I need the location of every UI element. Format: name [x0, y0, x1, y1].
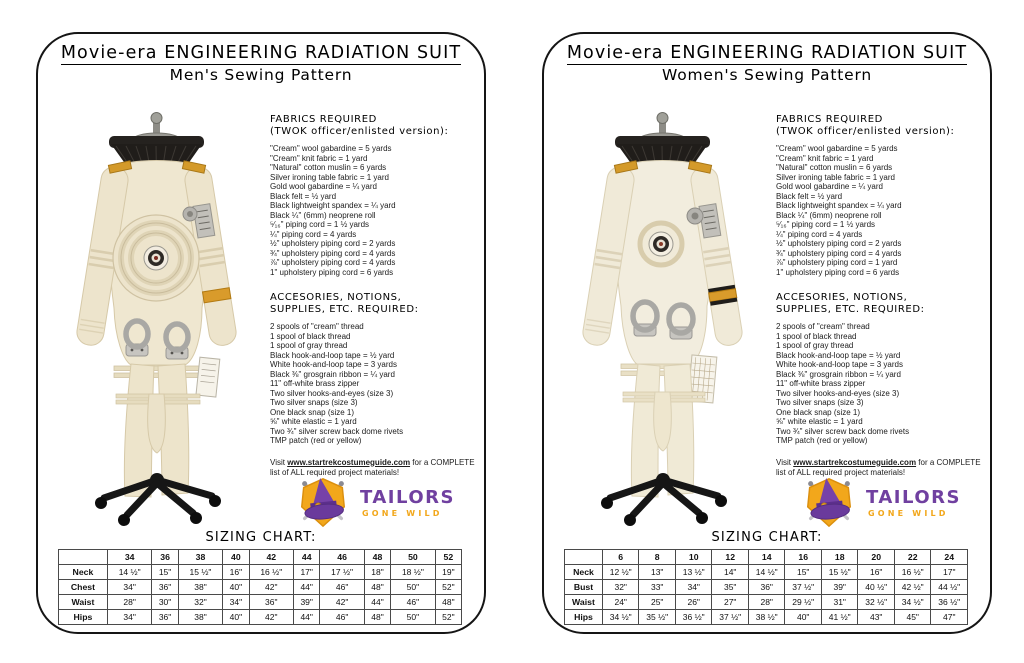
measurement-cell: 40" [785, 610, 822, 625]
fabric-item: "Natural" cotton muslin = 6 yards [270, 163, 387, 172]
fabrics-list [270, 144, 480, 277]
measurement-cell: 19" [435, 565, 461, 580]
measurement-cell: 36 ½" [675, 610, 712, 625]
measurement-cell: 34" [107, 610, 152, 625]
size-column-header: 52 [435, 550, 461, 565]
size-column-header: 10 [675, 550, 712, 565]
fabric-item: ⅞" upholstery piping cord = 4 yards [270, 258, 396, 267]
measurement-cell: 17" [294, 565, 320, 580]
mannequin-photo-womens [558, 106, 788, 530]
accessory-item: 1 spool of gray thread [776, 341, 854, 350]
accessory-item: 1 spool of black thread [776, 331, 857, 341]
measurement-cell: 17" [931, 565, 968, 580]
tailors-gone-wild-logo [294, 474, 484, 532]
measurement-cell: 42 ½" [894, 580, 931, 595]
fabric-item: Black lightweight spandex = ¼ yard [776, 201, 902, 210]
measurement-cell: 18" [364, 565, 390, 580]
fabric-item: ½" upholstery piping cord = 2 yards [776, 239, 902, 248]
measurement-cell: 12 ½" [602, 565, 639, 580]
sizing-chart-heading: SIZING CHART: [205, 530, 317, 545]
fabric-item: Gold wool gabardine = ¼ yard [270, 182, 377, 191]
page-title: Movie-era ENGINEERING RADIATION SUIT [61, 43, 461, 65]
table-row [565, 565, 968, 580]
accessories-heading: ACCESORIES, NOTIONS, SUPPLIES, ETC. REQUIRED: [776, 292, 925, 315]
wizard-hat-badge-icon [294, 474, 352, 532]
measurement-cell: 50" [391, 610, 436, 625]
fabric-item: "Cream" knit fabric = 1 yard [270, 153, 368, 163]
size-column-header: 48 [364, 550, 390, 565]
measurement-row-label: Hips [59, 610, 108, 625]
measurement-cell: 44 ½" [931, 580, 968, 595]
fabric-item: ⁵⁄₁₆" piping cord = 1 ½ yards [270, 220, 370, 229]
fabric-item: "Cream" wool gabardine = 5 yards [776, 144, 898, 153]
measurement-cell: 48" [364, 580, 390, 595]
accessories-list [270, 322, 480, 446]
size-column-header: 8 [639, 550, 676, 565]
size-column-header: 12 [712, 550, 749, 565]
measurement-cell: 13" [639, 565, 676, 580]
accessory-item: Black ⅜" grosgrain ribbon = ¼ yard [776, 369, 901, 379]
measurement-cell: 32 ½" [858, 595, 895, 610]
table-corner-cell [59, 550, 108, 565]
measurement-cell: 46" [320, 580, 365, 595]
measurement-cell: 32" [178, 595, 223, 610]
fabric-item: ¼" piping cord = 4 yards [776, 229, 863, 239]
size-column-header: 6 [602, 550, 639, 565]
measurement-cell: 34" [675, 580, 712, 595]
mens-sizing-table [58, 549, 462, 625]
size-column-header: 36 [152, 550, 178, 565]
measurement-cell: 13 ½" [675, 565, 712, 580]
accessory-item: White hook-and-loop tape = 3 yards [270, 360, 397, 369]
measurement-cell: 31" [821, 595, 858, 610]
fabric-item: ⁵⁄₁₆" piping cord = 1 ½ yards [776, 220, 876, 229]
measurement-cell: 44" [294, 610, 320, 625]
accessory-item: 2 spools of "cream" thread [270, 322, 364, 331]
measurement-cell: 36" [152, 580, 178, 595]
accessory-item: 1 spool of black thread [270, 331, 351, 341]
womens-text-column [776, 114, 986, 478]
accessory-item: Two ¾" silver screw back dome rivets [270, 426, 404, 436]
measurement-cell: 44" [364, 595, 390, 610]
measurement-cell: 36" [249, 595, 294, 610]
fabric-item: Black felt = ½ yard [270, 191, 337, 201]
size-column-header: 16 [785, 550, 822, 565]
logo-text [360, 486, 455, 518]
size-column-header: 44 [294, 550, 320, 565]
size-column-header: 50 [391, 550, 436, 565]
fabric-item: Silver ironing table fabric = 1 yard [776, 172, 895, 182]
measurement-cell: 48" [435, 595, 461, 610]
page-subtitle: Men's Sewing Pattern [169, 66, 353, 85]
accessory-item: Two ¾" silver screw back dome rivets [776, 426, 910, 436]
accessory-item: TMP patch (red or yellow) [776, 436, 868, 445]
measurement-cell: 34 ½" [602, 610, 639, 625]
measurement-cell: 26" [675, 595, 712, 610]
fabrics-heading: FABRICS REQUIRED (TWOK officer/enlisted version): [776, 114, 955, 137]
accessory-item: Two silver snaps (size 3) [270, 398, 358, 407]
table-header-row [59, 550, 462, 565]
logo-wordmark: TAILORS [866, 486, 961, 508]
measurement-cell: 35 ½" [639, 610, 676, 625]
measurement-cell: 45" [894, 610, 931, 625]
measurement-cell: 46" [320, 610, 365, 625]
measurement-cell: 14 ½" [107, 565, 152, 580]
size-column-header: 22 [894, 550, 931, 565]
measurement-cell: 35" [712, 580, 749, 595]
fabric-item: "Cream" knit fabric = 1 yard [776, 153, 874, 163]
measurement-row-label: Hips [565, 610, 603, 625]
measurement-cell: 34" [223, 595, 249, 610]
fabric-item: Black ¼" (6mm) neoprene roll [776, 210, 882, 220]
materials-note: Visit www.startrekcostumeguide.com for a COMPLETE list of ALL required project materials! [270, 457, 475, 477]
mannequin-photo-mens [52, 106, 282, 530]
accessory-item: 2 spools of "cream" thread [776, 322, 870, 331]
fabrics-list [776, 144, 986, 277]
logo-tagline: GONE WILD [868, 508, 949, 518]
size-column-header: 40 [223, 550, 249, 565]
measurement-cell: 38 ½" [748, 610, 785, 625]
measurement-cell: 50" [391, 580, 436, 595]
measurement-cell: 25" [639, 595, 676, 610]
table-row [59, 565, 462, 580]
measurement-cell: 47" [931, 610, 968, 625]
measurement-row-label: Waist [565, 595, 603, 610]
measurement-cell: 43" [858, 610, 895, 625]
measurement-cell: 16 ½" [249, 565, 294, 580]
measurement-cell: 15" [785, 565, 822, 580]
fabric-item: 1" upholstery piping cord = 6 yards [776, 267, 900, 277]
table-row [59, 580, 462, 595]
measurement-cell: 37 ½" [712, 610, 749, 625]
fabric-item: "Cream" wool gabardine = 5 yards [270, 144, 392, 153]
measurement-cell: 16" [858, 565, 895, 580]
measurement-cell: 52" [435, 580, 461, 595]
accessories-heading: ACCESORIES, NOTIONS, SUPPLIES, ETC. REQUIRED: [270, 292, 419, 315]
accessory-item: Two silver snaps (size 3) [776, 398, 864, 407]
fabric-item: ¾" upholstery piping cord = 4 yards [776, 248, 902, 258]
fabrics-heading: FABRICS REQUIRED (TWOK officer/enlisted version): [270, 114, 449, 137]
measurement-cell: 32" [602, 580, 639, 595]
fabric-item: 1" upholstery piping cord = 6 yards [270, 267, 394, 277]
size-column-header: 20 [858, 550, 895, 565]
womens-sizing-table [564, 549, 968, 625]
measurement-cell: 15" [152, 565, 178, 580]
measurement-cell: 39" [294, 595, 320, 610]
logo-text [866, 486, 961, 518]
table-row [565, 610, 968, 625]
page-subtitle: Women's Sewing Pattern [662, 66, 872, 85]
measurement-cell: 27" [712, 595, 749, 610]
accessory-item: 11" off-white brass zipper [776, 379, 866, 388]
size-column-header: 42 [249, 550, 294, 565]
measurement-cell: 28" [748, 595, 785, 610]
measurement-row-label: Neck [59, 565, 108, 580]
measurement-cell: 38" [178, 580, 223, 595]
table-row [59, 610, 462, 625]
fabric-item: Black lightweight spandex = ¼ yard [270, 201, 396, 210]
size-column-header: 14 [748, 550, 785, 565]
accessory-item: TMP patch (red or yellow) [270, 436, 362, 445]
accessory-item: ⅝" white elastic = 1 yard [776, 417, 863, 426]
measurement-cell: 16" [223, 565, 249, 580]
accessory-item: One black snap (size 1) [776, 407, 861, 417]
fabric-item: Black ¼" (6mm) neoprene roll [270, 210, 376, 220]
accessory-item: ⅝" white elastic = 1 yard [270, 417, 357, 426]
measurement-row-label: Chest [59, 580, 108, 595]
fabric-item: ½" upholstery piping cord = 2 yards [270, 239, 396, 248]
accessory-item: One black snap (size 1) [270, 407, 355, 417]
tailors-gone-wild-logo [800, 474, 990, 532]
logo-wordmark: TAILORS [360, 486, 455, 508]
fabric-item: Gold wool gabardine = ¼ yard [776, 182, 883, 191]
accessory-item: Two silver hooks-and-eyes (size 3) [270, 388, 394, 398]
measurement-cell: 40" [223, 610, 249, 625]
table-row [565, 580, 968, 595]
table-row [59, 595, 462, 610]
mens-pattern-sheet [36, 32, 486, 634]
accessory-item: Black ⅜" grosgrain ribbon = ¼ yard [270, 369, 395, 379]
measurement-cell: 15 ½" [178, 565, 223, 580]
measurement-cell: 36" [748, 580, 785, 595]
measurement-cell: 40 ½" [858, 580, 895, 595]
accessories-list [776, 322, 986, 446]
measurement-cell: 14" [712, 565, 749, 580]
fabric-item: ¾" upholstery piping cord = 4 yards [270, 248, 396, 258]
fabric-item: "Natural" cotton muslin = 6 yards [776, 163, 893, 172]
accessory-item: Two silver hooks-and-eyes (size 3) [776, 388, 900, 398]
measurement-cell: 33" [639, 580, 676, 595]
costume-guide-link[interactable]: www.startrekcostumeguide.com [793, 457, 917, 467]
measurement-cell: 36 ½" [931, 595, 968, 610]
size-column-header: 34 [107, 550, 152, 565]
womens-title-block [544, 43, 990, 85]
size-column-header: 18 [821, 550, 858, 565]
page-title: Movie-era ENGINEERING RADIATION SUIT [567, 43, 967, 65]
fabric-item: ⅞" upholstery piping cord = 1 yard [776, 258, 898, 267]
measurement-cell: 40" [223, 580, 249, 595]
measurement-cell: 29 ½" [785, 595, 822, 610]
measurement-cell: 42" [249, 580, 294, 595]
logo-tagline: GONE WILD [362, 508, 443, 518]
wizard-hat-badge-icon [800, 474, 858, 532]
fabric-item: ¼" piping cord = 4 yards [270, 229, 357, 239]
measurement-cell: 52" [435, 610, 461, 625]
measurement-cell: 30" [152, 595, 178, 610]
measurement-cell: 16 ½" [894, 565, 931, 580]
mens-text-column [270, 114, 480, 478]
measurement-cell: 36" [152, 610, 178, 625]
accessory-item: White hook-and-loop tape = 3 yards [776, 360, 903, 369]
measurement-cell: 34" [107, 580, 152, 595]
mens-title-block [38, 43, 484, 85]
accessory-item: 1 spool of gray thread [270, 341, 348, 350]
measurement-cell: 46" [391, 595, 436, 610]
size-column-header: 38 [178, 550, 223, 565]
fabric-item: Black felt = ½ yard [776, 191, 843, 201]
measurement-row-label: Waist [59, 595, 108, 610]
womens-pattern-sheet [542, 32, 992, 634]
measurement-cell: 41 ½" [821, 610, 858, 625]
measurement-row-label: Bust [565, 580, 603, 595]
table-row [565, 595, 968, 610]
table-corner-cell [565, 550, 603, 565]
measurement-cell: 42" [320, 595, 365, 610]
measurement-row-label: Neck [565, 565, 603, 580]
measurement-cell: 44" [294, 580, 320, 595]
costume-guide-link[interactable]: www.startrekcostumeguide.com [287, 457, 411, 467]
measurement-cell: 18 ½" [391, 565, 436, 580]
size-column-header: 24 [931, 550, 968, 565]
sizing-chart-heading: SIZING CHART: [711, 530, 823, 545]
measurement-cell: 38" [178, 610, 223, 625]
measurement-cell: 14 ½" [748, 565, 785, 580]
measurement-cell: 37 ½" [785, 580, 822, 595]
accessory-item: Black hook-and-loop tape = ½ yard [776, 350, 901, 360]
materials-note: Visit www.startrekcostumeguide.com for a COMPLETE list of ALL required project materials! [776, 457, 981, 477]
measurement-cell: 17 ½" [320, 565, 365, 580]
measurement-cell: 34 ½" [894, 595, 931, 610]
measurement-cell: 15 ½" [821, 565, 858, 580]
accessory-item: Black hook-and-loop tape = ½ yard [270, 350, 395, 360]
size-column-header: 46 [320, 550, 365, 565]
fabric-item: Silver ironing table fabric = 1 yard [270, 172, 389, 182]
table-header-row [565, 550, 968, 565]
measurement-cell: 48" [364, 610, 390, 625]
measurement-cell: 24" [602, 595, 639, 610]
accessory-item: 11" off-white brass zipper [270, 379, 360, 388]
measurement-cell: 28" [107, 595, 152, 610]
measurement-cell: 42" [249, 610, 294, 625]
measurement-cell: 39" [821, 580, 858, 595]
